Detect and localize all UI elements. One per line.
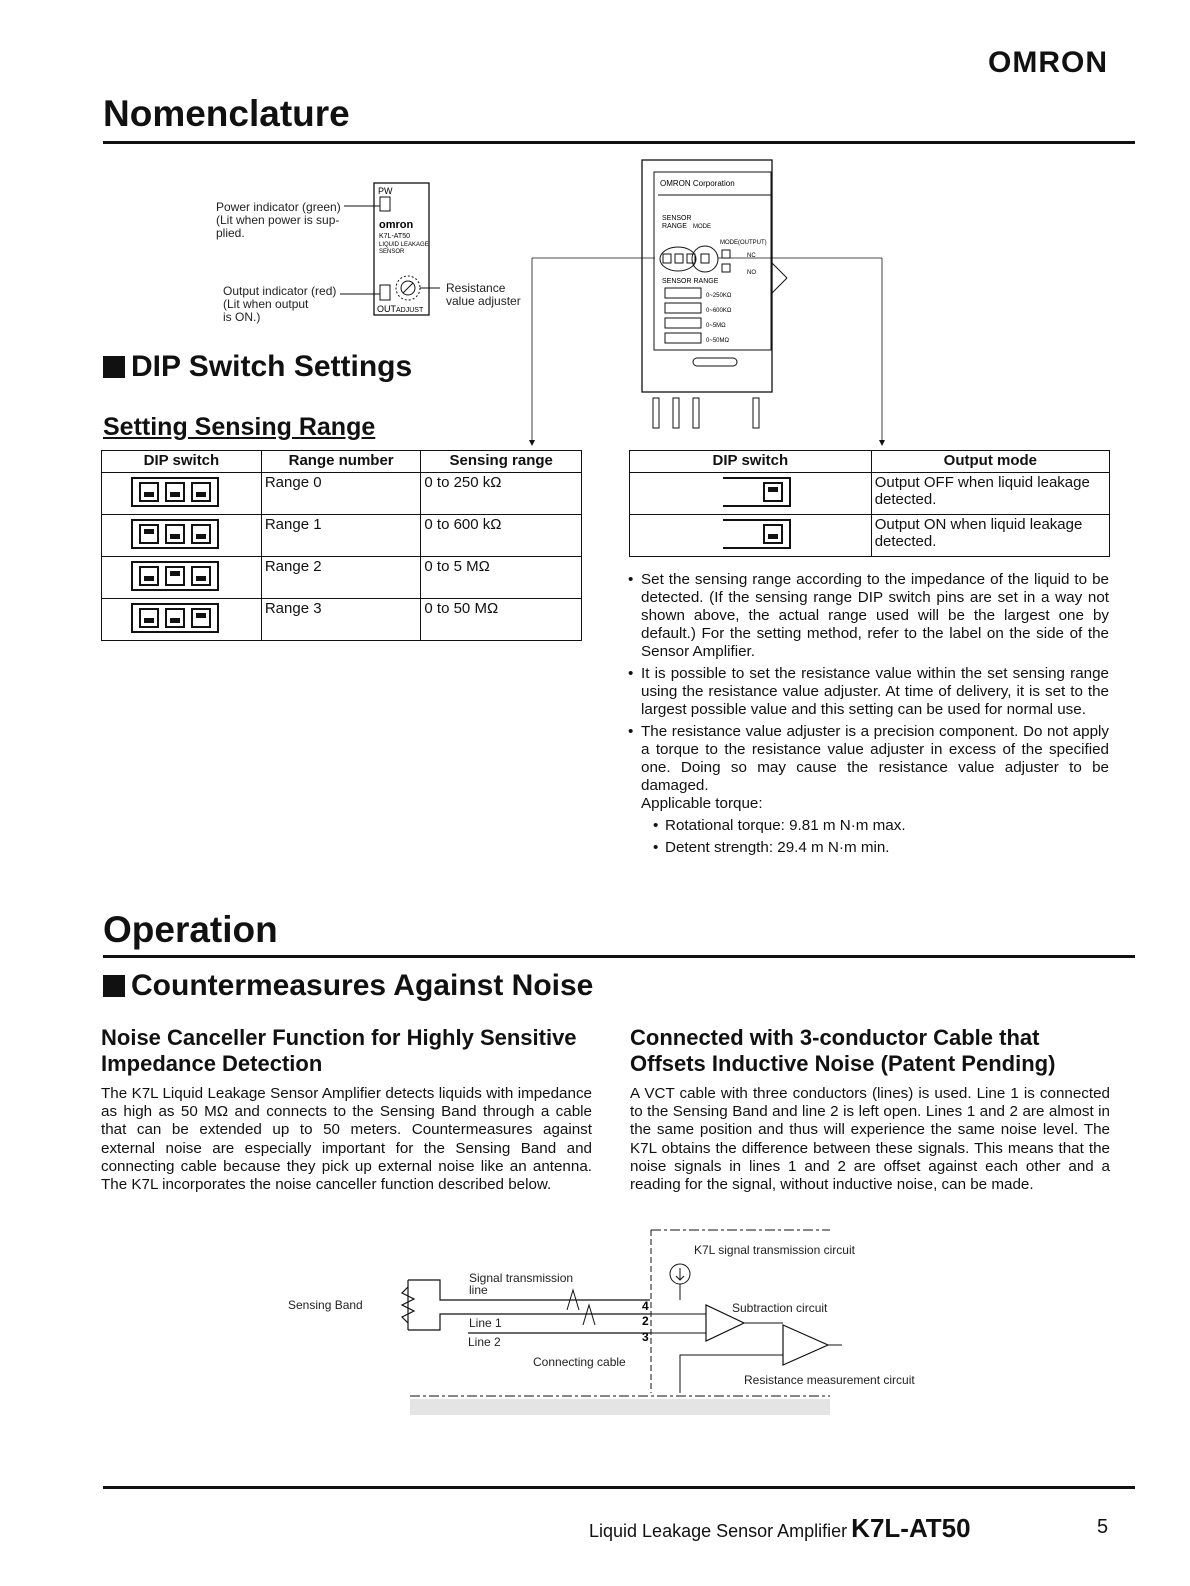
output-mode: Output OFF when liquid leakage detected. — [871, 473, 1109, 515]
nomenclature-heading: Nomenclature — [103, 93, 350, 134]
dip-switch-diagram — [131, 477, 219, 507]
svg-text:4: 4 — [642, 1299, 649, 1313]
svg-text:OUT: OUT — [377, 304, 396, 314]
svg-text:SENSOR RANGE: SENSOR RANGE — [662, 278, 719, 285]
table-row — [630, 515, 1110, 557]
omron-logo: OMRON — [988, 46, 1108, 79]
page-number: 5 — [1097, 1516, 1109, 1538]
sensing-range: 0 to 250 kΩ — [421, 473, 582, 515]
svg-text:SENSOR: SENSOR — [662, 215, 692, 222]
svg-text:0~5MΩ: 0~5MΩ — [706, 323, 726, 329]
dip-notes-list — [628, 571, 1109, 861]
footer-title: Liquid Leakage Sensor Amplifier K7L-AT50 — [589, 1513, 971, 1543]
sensing-range: 0 to 600 kΩ — [421, 515, 582, 557]
resistance-adjuster-label: Resistance value adjuster — [446, 281, 521, 308]
svg-text:line: line — [469, 1283, 488, 1297]
dip-switch-heading: DIP Switch Settings — [103, 350, 412, 384]
dip-switch-diagram — [131, 561, 219, 591]
svg-text:Subtraction circuit: Subtraction circuit — [732, 1301, 828, 1315]
svg-text:Line 2: Line 2 — [468, 1335, 501, 1349]
three-conductor-text: A VCT cable with three conductors (lines) is used. Line 1 is connected to the Sensing Band and line 2 is left open. Lines 1 and 2 are almost in the same position and thus will experience the same noise level. The K7L obtains the difference between these signals. This means that the noise signals in lines 1 and 2 are offset against each other and a reading for the signal, without inductive noise, can be made. — [630, 1085, 1110, 1194]
table-row — [102, 557, 582, 599]
sensing-range-subheading: Setting Sensing Range — [103, 413, 376, 441]
list-item: • Rotational torque: 9.81 m N·m max. — [641, 817, 1109, 835]
svg-text:2: 2 — [642, 1314, 649, 1328]
dip-switch-diagram — [131, 603, 219, 633]
svg-text:0~250KΩ: 0~250KΩ — [706, 293, 732, 299]
svg-text:PW: PW — [378, 186, 393, 196]
range-number: Range 0 — [261, 473, 421, 515]
output-mode: Output ON when liquid leakage detected. — [871, 515, 1109, 557]
section-rule — [103, 141, 1135, 144]
sensing-range: 0 to 50 MΩ — [421, 599, 582, 641]
svg-text:ADJUST: ADJUST — [396, 307, 424, 314]
svg-text:SENSOR: SENSOR — [379, 249, 405, 255]
power-indicator-label: Power indicator (green) (Lit when power is sup- plied. — [216, 200, 341, 240]
table-header: DIP switch — [102, 451, 262, 473]
table-header: Sensing range — [421, 451, 582, 473]
svg-text:MODE: MODE — [693, 224, 711, 230]
svg-text:LIQUID LEAKAGE: LIQUID LEAKAGE — [379, 242, 429, 248]
svg-text:K7L signal transmission circui: K7L signal transmission circuit — [694, 1243, 855, 1257]
svg-text:Signal transmission: Signal transmission — [469, 1271, 574, 1285]
svg-text:RANGE: RANGE — [662, 223, 687, 230]
table-header: DIP switch — [630, 451, 872, 473]
section-rule — [103, 955, 1135, 958]
list-item: • Set the sensing range according to the impedance of the liquid to be detected. (If the sensing range DIP switch pins are set in a way not shown above, the actual range used will be the largest one by default.) For the setting method, refer to the label on the side of the Sensor Amplifier. — [628, 571, 1109, 661]
front-panel-drawing — [340, 180, 440, 320]
svg-text:MODE(OUTPUT): MODE(OUTPUT) — [720, 240, 767, 246]
list-item: • It is possible to set the resistance value within the set sensing range using the resistance value adjuster. At time of delivery, it is set to the largest possible value and this setting can be used for normal use. — [628, 665, 1109, 719]
svg-text:0~600KΩ: 0~600KΩ — [706, 308, 732, 314]
table-header: Range number — [261, 451, 421, 473]
side-label-drawing — [525, 158, 905, 448]
noise-canceller-diagram — [280, 1225, 930, 1425]
footer-rule — [103, 1486, 1135, 1489]
range-number: Range 3 — [261, 599, 421, 641]
square-bullet-icon — [103, 356, 125, 378]
dip-switch-diagram — [723, 519, 791, 549]
dip-switch-diagram — [131, 519, 219, 549]
svg-text:Connecting cable: Connecting cable — [533, 1355, 626, 1369]
output-indicator-label: Output indicator (red) (Lit when output is ON.) — [223, 284, 337, 324]
svg-text:K7L-AT50: K7L-AT50 — [379, 233, 410, 240]
range-number: Range 2 — [261, 557, 421, 599]
output-mode-table — [629, 450, 1110, 557]
noise-heading: Countermeasures Against Noise — [103, 969, 593, 1003]
svg-text:Sensing Band: Sensing Band — [288, 1298, 363, 1312]
noise-canceller-heading: Noise Canceller Function for Highly Sensitive Impedance Detection — [101, 1025, 577, 1076]
torque-label: Applicable torque: — [641, 795, 763, 812]
range-number: Range 1 — [261, 515, 421, 557]
table-header: Output mode — [871, 451, 1109, 473]
svg-text:NO: NO — [747, 270, 756, 276]
table-row — [102, 515, 582, 557]
table-row — [102, 473, 582, 515]
svg-text:3: 3 — [642, 1330, 649, 1344]
dip-switch-diagram — [723, 477, 791, 507]
table-row — [630, 473, 1110, 515]
svg-text:Resistance measurement circuit: Resistance measurement circuit — [744, 1373, 915, 1387]
list-item: • Detent strength: 29.4 m N·m min. — [641, 839, 1109, 857]
square-bullet-icon — [103, 975, 125, 997]
svg-text:OMRON Corporation: OMRON Corporation — [660, 179, 735, 188]
svg-text:Line 1: Line 1 — [469, 1316, 502, 1330]
three-conductor-heading: Connected with 3-conductor Cable that Offsets Inductive Noise (Patent Pending) — [630, 1025, 1056, 1076]
svg-text:omron: omron — [379, 219, 414, 231]
table-row — [102, 599, 582, 641]
sensing-range-table — [101, 450, 582, 641]
list-item: • The resistance value adjuster is a precision component. Do not apply a torque to the resistance value adjuster in excess of the specified one. Doing so may cause the resistance value adjuster to be damaged. Applicable torque: • Rotational torque: 9.81 m N·m max. • Detent strength: 29.4 m N·m min. — [628, 723, 1109, 857]
svg-text:0~50MΩ: 0~50MΩ — [706, 338, 729, 344]
svg-text:NC: NC — [747, 253, 756, 259]
sensing-range: 0 to 5 MΩ — [421, 557, 582, 599]
operation-heading: Operation — [103, 909, 278, 950]
noise-canceller-text: The K7L Liquid Leakage Sensor Amplifier detects liquids with impedance as high as 50 MΩ and connects to the Sensing Band through a cable that can be extended up to 50 meters. Countermeasures against external noise are especially important for the Sensing Band and connecting cable because they pick up external noise like an antenna. The K7L incorporates the noise canceller function described below. — [101, 1085, 592, 1194]
